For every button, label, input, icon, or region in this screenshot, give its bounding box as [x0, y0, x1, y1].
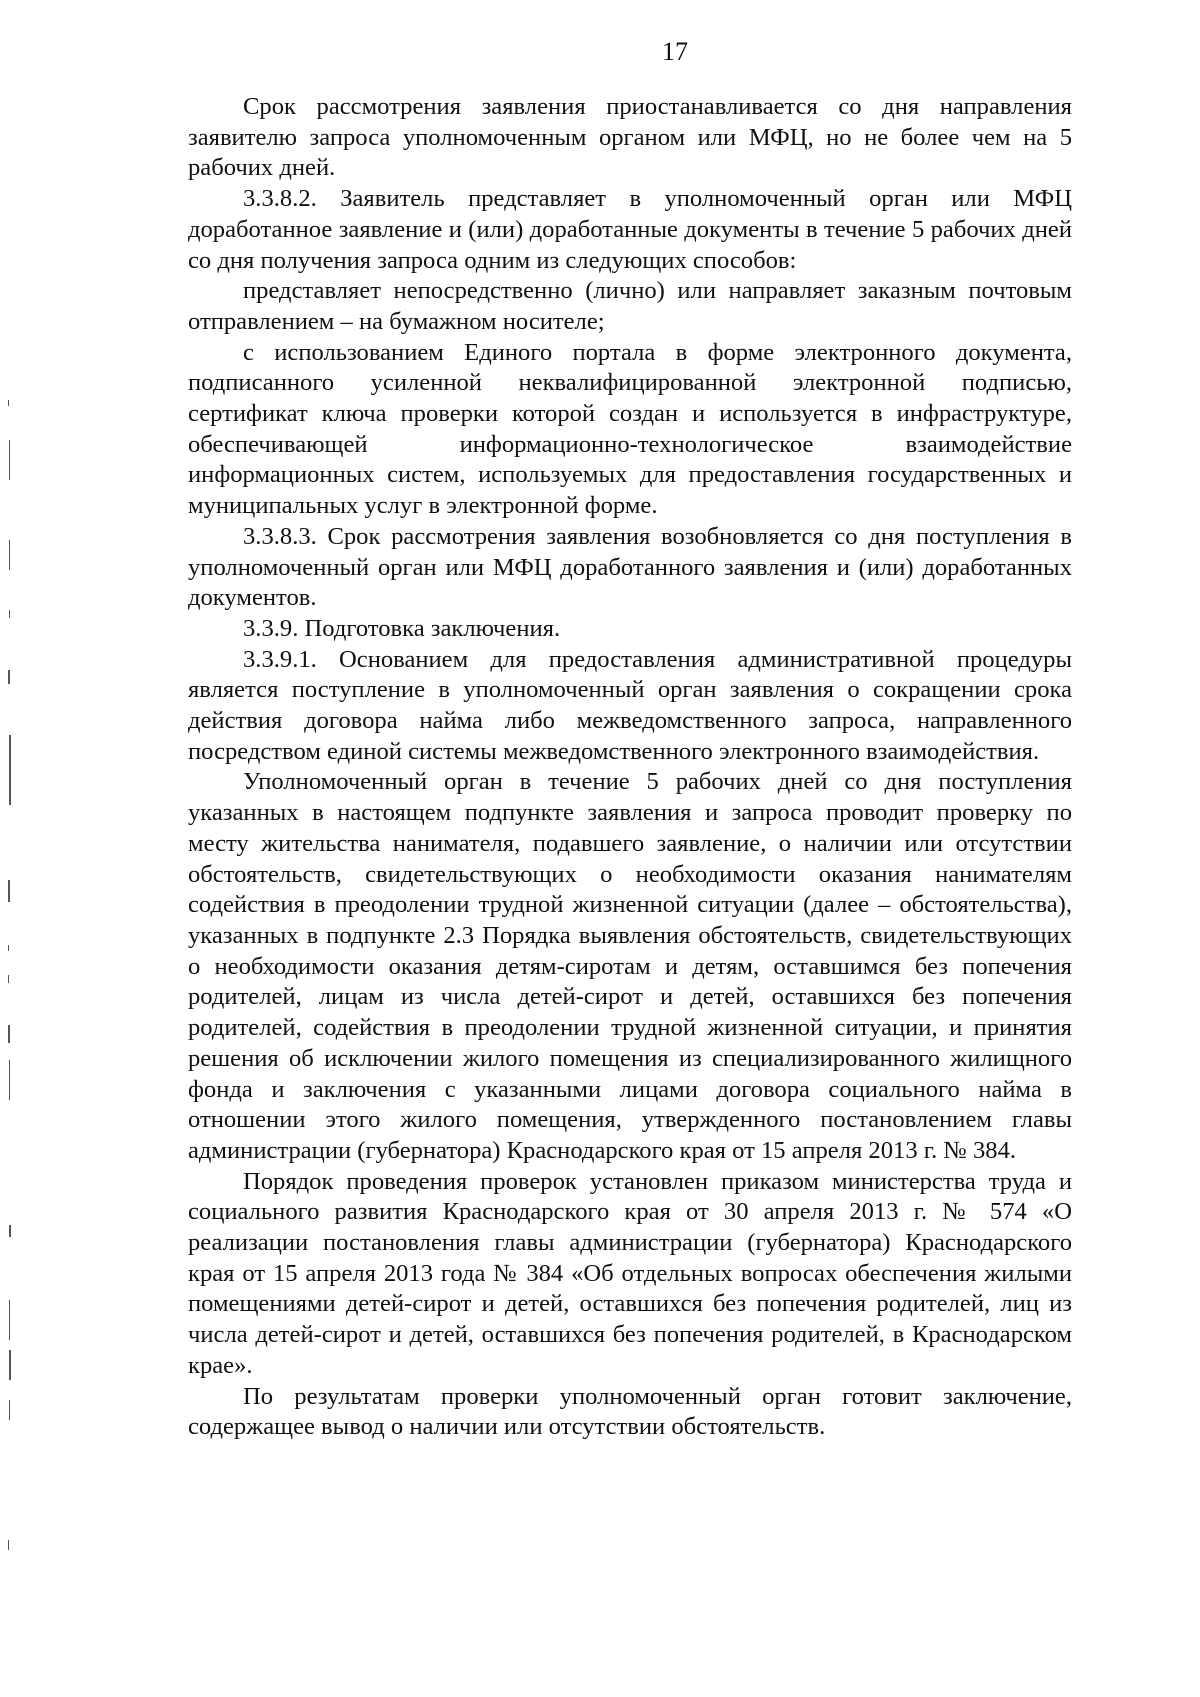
paragraph: По результатам проверки уполномоченный орган готовит заключение, содержащее вывод о наличии или отсутствии обстоятельств.: [188, 1382, 1072, 1441]
paragraph: 3.3.9.1. Основанием для предоставления административной процедуры является поступление в уполномоченный орган заявления о сокращении срока действия договора найма либо межведомственного запроса, направленного посредством единой системы межведомственного электронного взаимодействия.: [188, 645, 1072, 765]
paragraph: с использованием Единого портала в форме электронного документа, подписанного усиленной неквалифицированной электронной подписью, сертификат ключа проверки которой создан и используется в инфраструктуре, обеспечивающей информационно-технологическое взаимодействие информационных систем, используемых для предоставления государственных и муниципальных услуг в электронной форме.: [188, 338, 1072, 520]
paragraph: 3.3.8.2. Заявитель представляет в уполномоченный орган или МФЦ доработанное заявление и (или) доработанные документы в течение 5 рабочих дней со дня получения запроса одним из следующих способов:: [188, 185, 1072, 274]
paragraph: Порядок проведения проверок установлен приказом министерства труда и социального развития Краснодарского края от 30 апреля 2013 г. № 574 «О реализации постановления главы администрации (губернатора) Краснодарского края от 15 апреля 2013 года № 384 «Об отдельных вопросах обеспечения жилыми помещениями детей-сирот и детей, оставшихся без попечения родителей, лиц из числа детей-сирот и детей, оставшихся без попечения родителей, в Краснодарском крае».: [188, 1167, 1072, 1379]
paragraph: Уполномоченный орган в течение 5 рабочих дней со дня поступления указанных в настоящем подпункте заявления и запроса проводит проверку по месту жительства нанимателя, подавшего заявление, о наличии или отсутствии обстоятельств, свидетельствующих о необходимости оказания нанимателям содействия в преодолении трудной жизненной ситуации (далее – обстоятельства), указанных в подпункте 2.3 Порядка выявления обстоятельств, свидетельствующих о необходимости оказания детям-сиротам и детям, оставшимся без попечения родителей, лицам из числа детей-сирот и детей, оставшихся без попечения родителей, содействия в преодолении трудной жизненной ситуации, и принятия решения об исключении жилого помещения из специализированного жилищного фонда и заключения с указанными лицами договора социального найма в отношении этого жилого помещения, утвержденного постановлением главы администрации (губернатора) Краснодарского края от 15 апреля 2013 г. № 384.: [188, 768, 1072, 1164]
paragraph: представляет непосредственно (лично) или направляет заказным почтовым отправлением – на бумажном носителе;: [188, 277, 1072, 335]
paragraph: 3.3.9. Подготовка заключения.: [243, 614, 561, 642]
document-body: [188, 92, 1072, 1443]
paragraph: 3.3.8.3. Срок рассмотрения заявления возобновляется со дня поступления в уполномоченный орган или МФЦ доработанного заявления и (или) доработанных документов.: [188, 522, 1072, 612]
page-number: 17: [662, 37, 688, 66]
paragraph: Срок рассмотрения заявления приостанавливается со дня направления заявителю запроса уполномоченным органом или МФЦ, но не более чем на 5 рабочих дней.: [188, 93, 1072, 182]
scan-margin-artifacts: [0, 0, 60, 1697]
